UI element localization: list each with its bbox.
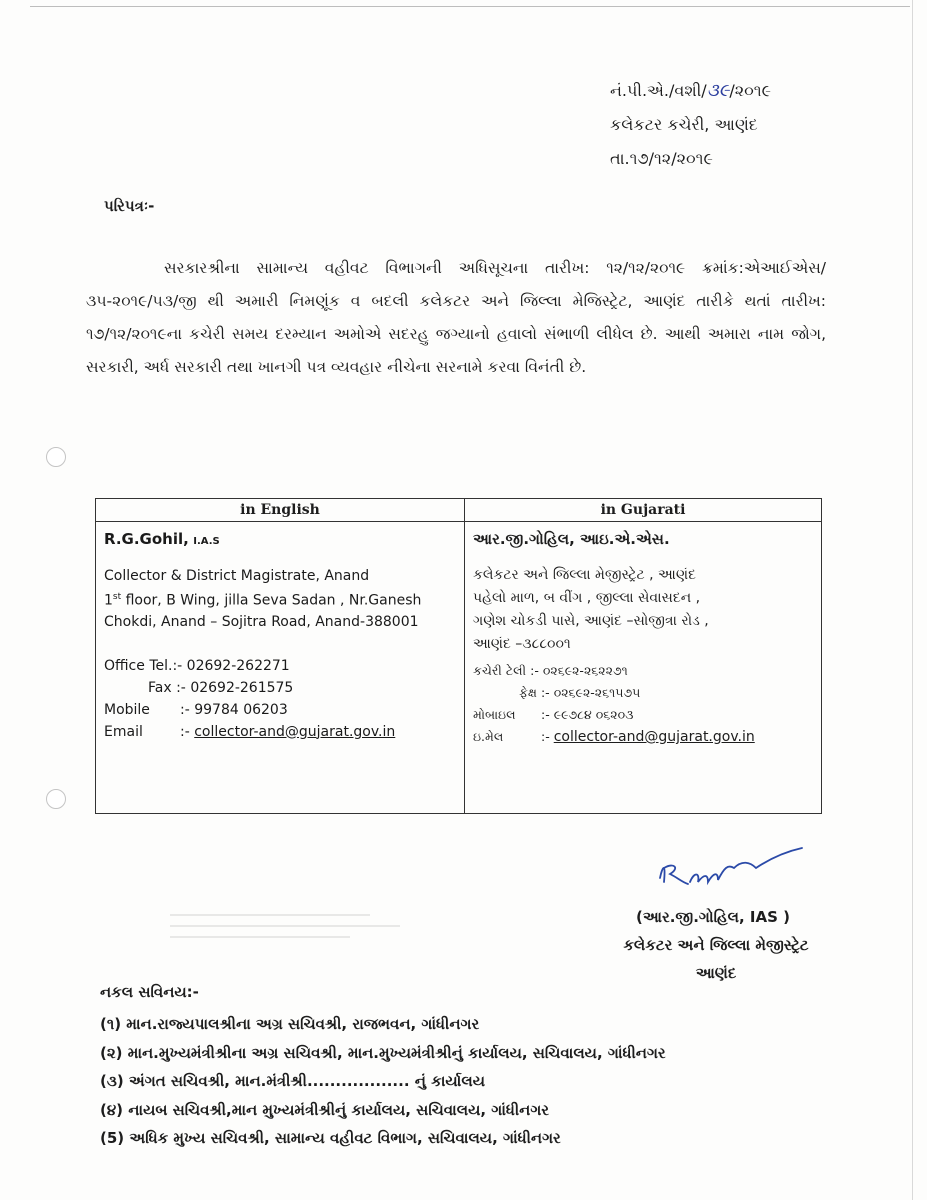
handwritten-number: ૩૯ [706, 80, 730, 101]
copy-item: (૨) માન.મુખ્યમંત્રીશ્રીના અગ્ર સચિવશ્રી, માન.મુખ્યમંત્રીશ્રીનું કાર્યાલય, સચિવાલય, ગાંધીનગર [100, 1043, 666, 1062]
body-paragraph [86, 252, 826, 384]
gujarati-address-line-4: આણંદ –૩૮૮૦૦૧ [473, 636, 571, 652]
copy-item: (૩) અંગત સચિવશ્રી, માન.મંત્રીશ્રી.................. નું કાર્યાલય [100, 1072, 485, 1090]
body-text: સરકારશ્રીના સામાન્ય વહીવટ વિભાગની અધિસૂચના તારીખ: ૧૨/૧૨/૨૦૧૯ ક્રમાંક:એઆઈએસ/૩૫-૨૦૧૯/૫૩/જી થી અમારી નિમણૂંક વ બદલી કલેકટર અને જિલ્લા મેજિસ્ટ્રેટ, આણંદ તારીકે થતાં તારીખ: ૧૭/૧૨/૨૦૧૯ના કચેરી સમય દરમ્યાન અમોએ સદરહુ જગ્યાનો હવાલો સંભાળી લીધેલ છે. આથી અમારા નામ જોગ, સરકારી, અર્ધ સરકારી તથા ખાનગી પત્ર વ્યવહાર નીચેના સરનામે કરવા વિનંતી છે. [86, 259, 826, 376]
bleed-through-marks [170, 905, 410, 957]
english-email-link[interactable]: collector-and@gujarat.gov.in [194, 723, 396, 740]
signatory-designation: કલેકટર અને જિલ્લા મેજીસ્ટ્રેટ [623, 936, 809, 954]
scan-right-edge [912, 0, 913, 1200]
english-title: I.A.S [193, 536, 220, 547]
english-name: R.G.Gohil, [104, 530, 189, 548]
gujarati-address-cell [465, 522, 822, 814]
gujarati-column-header: in Gujarati [465, 499, 822, 522]
english-address-line-3: Chokdi, Anand – Sojitra Road, Anand-388001 [104, 613, 419, 630]
punch-hole-bottom [46, 789, 66, 809]
signature-block [596, 903, 836, 987]
gujarati-email-link[interactable]: collector-and@gujarat.gov.in [553, 729, 755, 745]
address-table [95, 498, 822, 814]
gujarati-email: ઇ.મેલ :- collector-and@gujarat.gov.in [473, 726, 821, 748]
signatory-name: (આર.જી.ગોહિલ, IAS ) [636, 908, 790, 926]
english-fax: Fax :- 02692-261575 [148, 679, 294, 696]
circular-label: પરિપત્રઃ- [104, 197, 155, 215]
reference-number: નં.પી.એ./વશી/૩૯/૨૦૧૯ [610, 80, 772, 101]
english-column-header: in English [96, 499, 465, 522]
reference-block [610, 74, 870, 176]
gujarati-address-line-1: કલેકટર અને જિલ્લા મેજીસ્ટ્રેટ , આણંદ [473, 567, 696, 583]
copy-heading: નકલ સવિનય:- [100, 983, 199, 1001]
copy-item: (૧) માન.રાજ્યપાલશ્રીના અગ્ર સચિવશ્રી, રાજભવન, ગાંધીનગર [100, 1015, 480, 1033]
copy-item: (5) અધિક મુખ્ય સચિવશ્રી, સામાન્ય વહીવટ વિભાગ, સચિવાલય, ગાંધીનગર [100, 1129, 561, 1147]
english-mobile: Mobile :- 99784 06203 [104, 701, 288, 718]
english-address-line-2: 1st floor, B Wing, jilla Seva Sadan , Nr.Ganesh [104, 592, 422, 609]
gujarati-name: આર.જી.ગોહિલ, આઇ.એ.એસ. [473, 530, 670, 548]
gujarati-address-line-2: પહેલો માળ, બ વીંગ , જીલ્લા સેવાસદન , [473, 590, 701, 606]
letter-date: તા.૧૭/૧૨/૨૦૧૯ [610, 149, 713, 168]
english-office-tel: Office Tel.:- 02692-262271 [104, 657, 290, 674]
gujarati-address-line-3: ગણેશ ચોકડી પાસે, આણંદ –સોજીત્રા રોડ , [473, 613, 709, 629]
office-name: કલેકટર કચેરી, આણંદ [610, 115, 758, 134]
gujarati-fax: ફેક્ષ :- ૦૨૬૯૨-૨૬૧૫૭૫ [519, 685, 641, 700]
handwritten-signature [652, 838, 812, 898]
english-email: Email :- collector-and@gujarat.gov.in [104, 721, 464, 743]
english-address-cell [96, 522, 465, 814]
copy-list [100, 1010, 840, 1153]
copy-item: (૪) નાયબ સચિવશ્રી,માન મુખ્યમંત્રીશ્રીનું કાર્યાલય, સચિવાલય, ગાંધીનગર [100, 1100, 550, 1119]
gujarati-mobile: મોબાઇલ :- ૯૯૭૮૪ ૦૬૨૦૩ [473, 707, 634, 722]
gujarati-office-tel: કચેરી ટેલી :- ૦૨૬૯૨-૨૬૨૨૭૧ [473, 663, 628, 678]
signatory-place: આણંદ [695, 964, 737, 982]
scan-top-edge [30, 0, 910, 7]
english-address-line-1: Collector & District Magistrate, Anand [104, 568, 370, 584]
punch-hole-top [46, 447, 66, 467]
